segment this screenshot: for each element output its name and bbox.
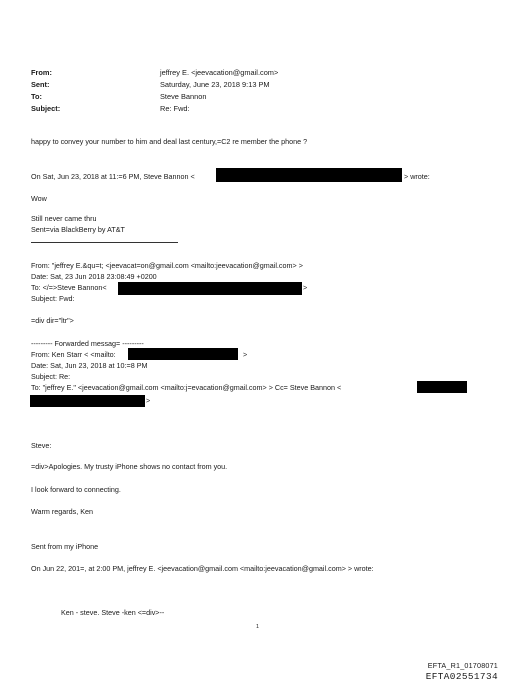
body-line-14: Subject: Re: (31, 372, 71, 381)
body-line-8a: To: </=>Steve Bannon< (31, 283, 107, 292)
body-line-3: Wow (31, 194, 47, 203)
bates-number-large: EFTA02551734 (425, 671, 498, 682)
body-line-19: I look forward to connecting. (31, 485, 121, 494)
body-line-21: Sent from my iPhone (31, 542, 99, 551)
sent-value: Saturday, June 23, 2018 9:13 PM (160, 80, 270, 89)
sent-label: Sent: (31, 80, 50, 89)
redaction-bar (128, 348, 238, 360)
body-line-8b: > (303, 283, 308, 292)
redaction-bar (216, 168, 402, 182)
to-label: To: (31, 92, 42, 101)
body-line-10: =div dir="ltr"> (31, 316, 74, 325)
separator-rule (31, 242, 178, 243)
body-line-15: To: "jeffrey E." <jeevacation@gmail.com <mailto:j=evacation@gmail.com> > Cc= Steve Bannon < (31, 383, 342, 392)
body-line-18: =div>Apologies. My trusty iPhone shows no contact from you. (31, 462, 228, 471)
body-line-12a: From: Ken Starr < <mailto: (31, 350, 116, 359)
body-line-11: --------- Forwarded messag= --------- (31, 339, 144, 348)
body-line-17: Steve: (31, 441, 52, 450)
body-line-23: Ken - steve. Steve -ken <=div>-- (61, 608, 165, 617)
body-line-2a: On Sat, Jun 23, 2018 at 11:=6 PM, Steve Bannon < (31, 172, 195, 181)
redaction-bar (417, 381, 467, 393)
from-value: jeffrey E. <jeevacation@gmail.com> (160, 68, 279, 77)
subject-label: Subject: (31, 104, 61, 113)
body-line-2b: > wrote: (404, 172, 430, 181)
redaction-bar (118, 282, 302, 295)
bates-number-small: EFTA_R1_01708071 (427, 661, 498, 670)
redaction-bar (30, 395, 145, 407)
body-line-9: Subject: Fwd: (31, 294, 75, 303)
body-line-4: Still never came thru (31, 214, 97, 223)
body-line-16b: > (146, 396, 151, 405)
body-line-20: Warm regards, Ken (31, 507, 94, 516)
subject-value: Re: Fwd: (160, 104, 190, 113)
to-value: Steve Bannon (160, 92, 207, 101)
body-line-22: On Jun 22, 201=, at 2:00 PM, jeffrey E. <jeevacation@gmail.com <mailto:jeevacation@gmail.com> > wrote: (31, 564, 374, 573)
body-line-12b: > (243, 350, 248, 359)
body-line-1: happy to convey your number to him and deal last century,=C2 re member the phone ? (31, 137, 308, 146)
body-line-13: Date: Sat, Jun 23, 2018 at 10:=8 PM (31, 361, 148, 370)
page-number: 1 (256, 624, 260, 630)
body-line-6: From: "jeffrey E.&qu=t; <jeevacat=on@gmail.com <mailto:jeevacation@gmail.com> > (31, 261, 303, 270)
from-label: From: (31, 68, 52, 77)
body-line-5: Sent=via BlackBerry by AT&T (31, 225, 125, 234)
body-line-7: Date: Sat, 23 Jun 2018 23:08:49 +0200 (31, 272, 157, 281)
